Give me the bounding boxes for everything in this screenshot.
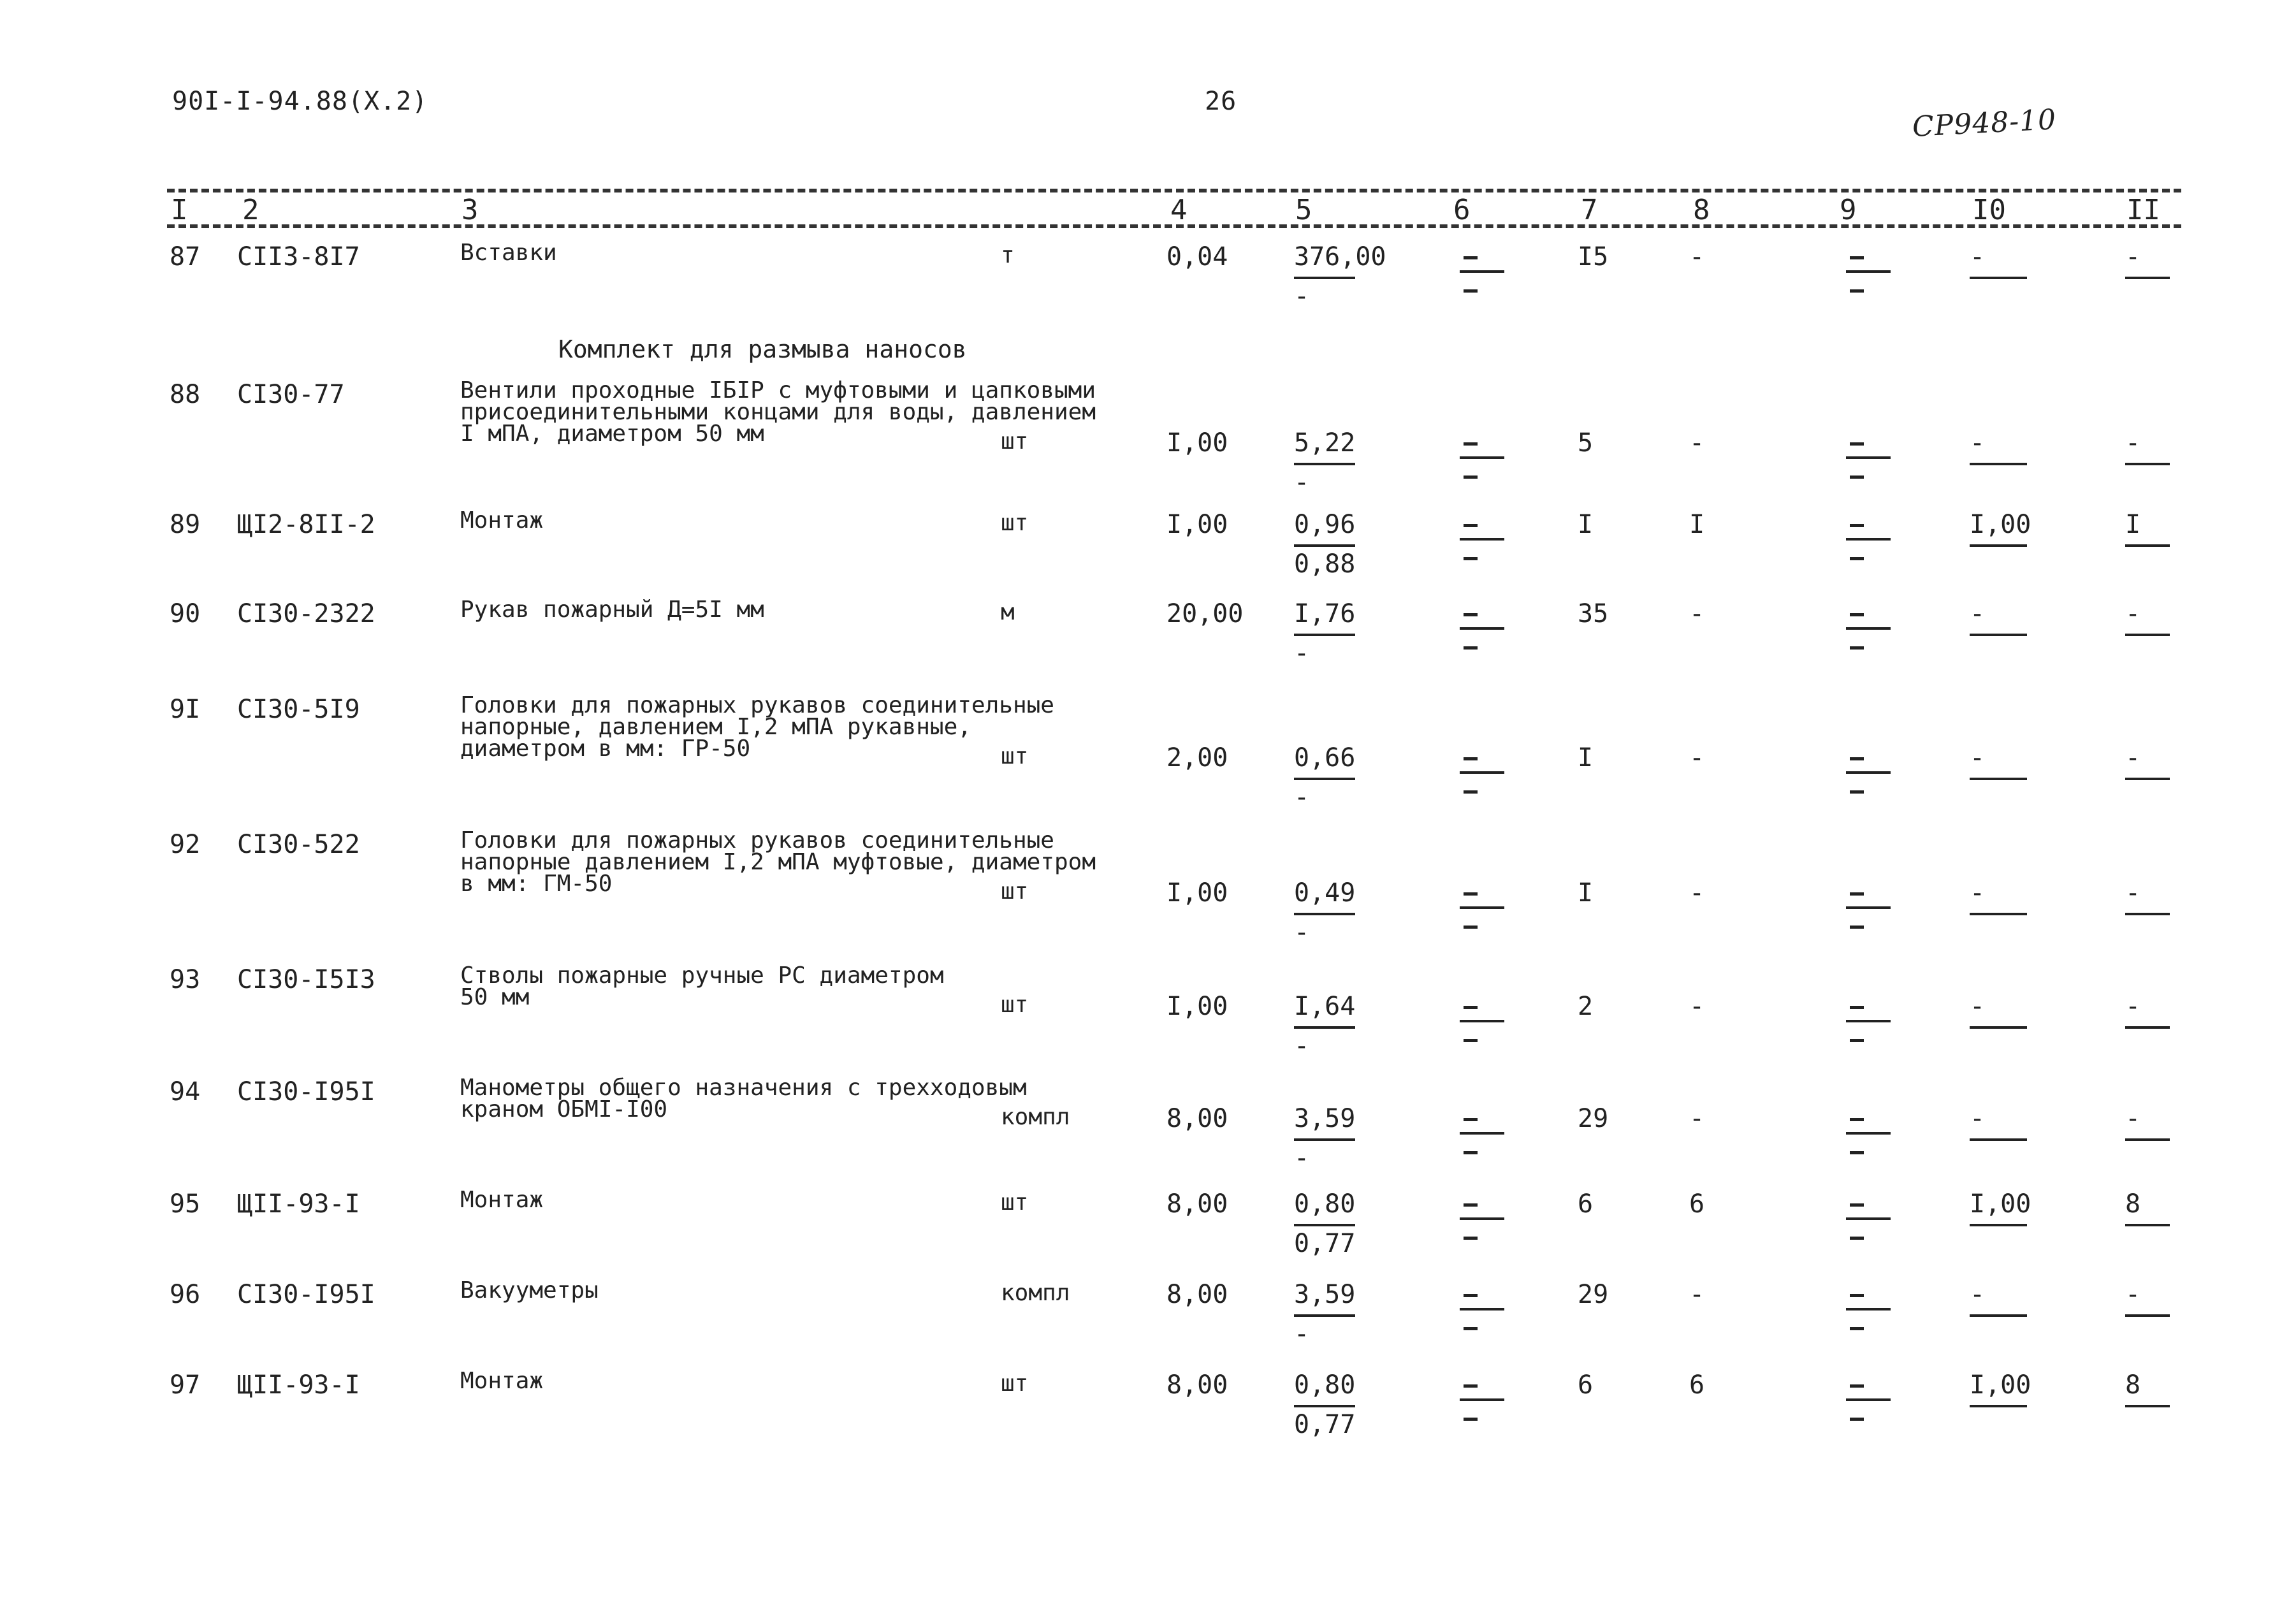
column-7-value: I5 bbox=[1578, 242, 1609, 272]
table-row bbox=[0, 377, 2296, 514]
price-code: ЩII-93-I bbox=[237, 1370, 360, 1400]
column-7-value: 2 bbox=[1578, 992, 1594, 1021]
column-7-value: 29 bbox=[1578, 1280, 1609, 1309]
item-description: Рукав пожарный Д=5I мм bbox=[460, 597, 764, 623]
column-6-empty bbox=[1460, 1370, 1504, 1434]
column-11-value: - bbox=[2125, 599, 2141, 628]
unit: шт bbox=[1001, 992, 1029, 1018]
column-6-empty bbox=[1460, 878, 1504, 942]
fraction-bar bbox=[2125, 1314, 2170, 1317]
item-description: Стволы пожарные ручные РС диаметром 50 мм bbox=[460, 962, 944, 1010]
price-code: СI30-5I9 bbox=[237, 695, 360, 724]
unit-price-labor: - bbox=[1294, 639, 1310, 668]
row-number: 9I bbox=[170, 695, 201, 724]
unit-price-labor: 0,77 bbox=[1294, 1410, 1356, 1439]
unit: шт bbox=[1001, 1189, 1029, 1216]
unit-price-labor: - bbox=[1294, 282, 1310, 311]
unit-price: 3,59 bbox=[1294, 1280, 1356, 1309]
column-number-8: 8 bbox=[1693, 194, 1710, 226]
item-description: Монтаж bbox=[460, 1368, 544, 1394]
column-10-value: - bbox=[1970, 743, 1986, 773]
column-10-value: - bbox=[1970, 1280, 1986, 1309]
column-10-fraction bbox=[1970, 1280, 2027, 1317]
fraction-bar bbox=[1970, 1405, 2027, 1407]
column-number-1: I bbox=[171, 194, 188, 226]
section-title: Комплект для размыва наносов bbox=[558, 335, 967, 363]
unit-price-fraction bbox=[1294, 242, 1386, 311]
unit-price-labor: - bbox=[1294, 783, 1310, 812]
column-6-empty bbox=[1460, 510, 1504, 574]
fraction-bar bbox=[1294, 1026, 1355, 1029]
column-number-2: 2 bbox=[242, 194, 259, 226]
column-6-empty bbox=[1460, 992, 1504, 1056]
unit: шт bbox=[1001, 743, 1029, 769]
column-10-fraction bbox=[1970, 242, 2027, 279]
unit-price: 0,49 bbox=[1294, 878, 1356, 908]
column-11-value: - bbox=[2125, 1104, 2141, 1133]
fraction-bar bbox=[2125, 1224, 2170, 1226]
quantity: I,00 bbox=[1166, 510, 1228, 539]
row-number: 97 bbox=[170, 1370, 201, 1400]
column-9-empty bbox=[1846, 878, 1891, 942]
row-number: 95 bbox=[170, 1189, 201, 1219]
unit: шт bbox=[1001, 1370, 1029, 1397]
unit-price: 376,00 bbox=[1294, 242, 1386, 272]
unit-price: 0,96 bbox=[1294, 510, 1356, 539]
column-10-value: - bbox=[1970, 599, 1986, 628]
unit-price-fraction bbox=[1294, 428, 1355, 497]
column-number-9: 9 bbox=[1840, 194, 1857, 226]
unit-price-labor: - bbox=[1294, 468, 1310, 497]
fraction-bar bbox=[1970, 277, 2027, 279]
column-7-value: 29 bbox=[1578, 1104, 1609, 1133]
column-9-empty bbox=[1846, 1370, 1891, 1434]
column-8-value: 6 bbox=[1689, 1189, 1705, 1219]
unit-price-labor: - bbox=[1294, 1031, 1310, 1061]
unit: компл bbox=[1001, 1280, 1070, 1306]
column-10-value: - bbox=[1970, 1104, 1986, 1133]
column-11-value: - bbox=[2125, 242, 2141, 272]
column-6-empty bbox=[1460, 1280, 1504, 1344]
column-10-fraction bbox=[1970, 743, 2027, 780]
unit-price-fraction bbox=[1294, 1104, 1355, 1173]
fraction-bar bbox=[1970, 1138, 2027, 1141]
row-number: 92 bbox=[170, 830, 201, 859]
fraction-bar bbox=[1970, 1224, 2027, 1226]
column-11-fraction bbox=[2125, 1280, 2170, 1317]
column-6-empty bbox=[1460, 1189, 1504, 1253]
table-row bbox=[0, 242, 2296, 376]
quantity: I,00 bbox=[1166, 992, 1228, 1021]
price-code: СI30-I95I bbox=[237, 1280, 375, 1309]
unit: шт bbox=[1001, 428, 1029, 454]
column-10-value: I,00 bbox=[1970, 1370, 2031, 1400]
table-row bbox=[0, 692, 2296, 829]
column-11-value: - bbox=[2125, 1280, 2141, 1309]
unit-price-fraction bbox=[1294, 1189, 1355, 1258]
column-10-value: I,00 bbox=[1970, 1189, 2031, 1219]
column-10-value: - bbox=[1970, 428, 1986, 458]
column-11-fraction bbox=[2125, 1104, 2170, 1141]
column-6-empty bbox=[1460, 1104, 1504, 1168]
column-9-empty bbox=[1846, 1104, 1891, 1168]
fraction-bar bbox=[2125, 1026, 2170, 1029]
column-7-value: 6 bbox=[1578, 1189, 1594, 1219]
fraction-bar bbox=[1970, 544, 2027, 547]
column-11-fraction bbox=[2125, 1370, 2170, 1407]
unit: шт bbox=[1001, 878, 1029, 904]
column-8-value: - bbox=[1689, 242, 1705, 272]
fraction-bar bbox=[1294, 913, 1355, 915]
quantity: 8,00 bbox=[1166, 1189, 1228, 1219]
column-9-empty bbox=[1846, 510, 1891, 574]
column-10-value: - bbox=[1970, 242, 1986, 272]
handwritten-stamp: СР948-10 bbox=[1911, 103, 2058, 143]
price-code: СI30-I95I bbox=[237, 1077, 375, 1107]
column-11-value: - bbox=[2125, 992, 2141, 1021]
unit-price-labor: - bbox=[1294, 1319, 1310, 1349]
column-11-fraction bbox=[2125, 599, 2170, 636]
column-11-fraction bbox=[2125, 428, 2170, 465]
column-8-value: - bbox=[1689, 599, 1705, 628]
item-description: Головки для пожарных рукавов соединительные напорные, давлением I,2 мПА рукавные, диаметром в мм: ГР-50 bbox=[460, 692, 1054, 762]
column-6-empty bbox=[1460, 743, 1504, 807]
column-6-empty bbox=[1460, 242, 1504, 306]
unit: шт bbox=[1001, 510, 1029, 536]
column-7-value: 6 bbox=[1578, 1370, 1594, 1400]
column-9-empty bbox=[1846, 1189, 1891, 1253]
fraction-bar bbox=[1294, 1314, 1355, 1317]
column-number-7: 7 bbox=[1581, 194, 1598, 226]
quantity: 0,04 bbox=[1166, 242, 1228, 272]
quantity: 8,00 bbox=[1166, 1370, 1228, 1400]
unit-price: I,76 bbox=[1294, 599, 1356, 628]
item-description: Монтаж bbox=[460, 1187, 544, 1213]
fraction-bar bbox=[1970, 1026, 2027, 1029]
document-code: 90I-I-94.88(X.2) bbox=[172, 87, 428, 116]
fraction-bar bbox=[2125, 778, 2170, 780]
fraction-bar bbox=[1294, 277, 1355, 279]
unit: компл bbox=[1001, 1104, 1070, 1130]
column-11-value: - bbox=[2125, 878, 2141, 908]
row-number: 94 bbox=[170, 1077, 201, 1107]
fraction-bar bbox=[1294, 544, 1355, 547]
column-7-value: I bbox=[1578, 743, 1594, 773]
price-code: СI30-522 bbox=[237, 830, 360, 859]
fraction-bar bbox=[2125, 1405, 2170, 1407]
unit: м bbox=[1001, 599, 1015, 625]
unit-price-fraction bbox=[1294, 992, 1355, 1061]
column-8-value: - bbox=[1689, 1280, 1705, 1309]
column-11-fraction bbox=[2125, 878, 2170, 915]
quantity: 2,00 bbox=[1166, 743, 1228, 773]
table-row bbox=[0, 827, 2296, 964]
unit-price: 5,22 bbox=[1294, 428, 1356, 458]
fraction-bar bbox=[1970, 463, 2027, 465]
row-number: 89 bbox=[170, 510, 201, 539]
row-number: 96 bbox=[170, 1280, 201, 1309]
quantity: 20,00 bbox=[1166, 599, 1244, 628]
price-code: СI30-77 bbox=[237, 380, 345, 409]
column-number-3: 3 bbox=[461, 194, 479, 226]
unit-price-labor: 0,77 bbox=[1294, 1229, 1356, 1258]
fraction-bar bbox=[1294, 1224, 1355, 1226]
quantity: 8,00 bbox=[1166, 1104, 1228, 1133]
price-code: СI30-I5I3 bbox=[237, 965, 375, 994]
table-row bbox=[0, 1370, 2296, 1504]
column-10-fraction bbox=[1970, 510, 2031, 547]
column-6-empty bbox=[1460, 428, 1504, 492]
column-11-fraction bbox=[2125, 510, 2170, 547]
column-8-value: - bbox=[1689, 992, 1705, 1021]
column-11-fraction bbox=[2125, 992, 2170, 1029]
item-description: Вентили проходные IБIР с муфтовыми и цапковыми присоединительными концами для воды, давлением I мПА, диаметром 50 мм bbox=[460, 377, 1096, 447]
fraction-bar bbox=[1970, 778, 2027, 780]
column-6-empty bbox=[1460, 599, 1504, 663]
unit-price-fraction bbox=[1294, 1370, 1355, 1439]
column-9-empty bbox=[1846, 242, 1891, 306]
unit-price-fraction bbox=[1294, 878, 1355, 947]
quantity: 8,00 bbox=[1166, 1280, 1228, 1309]
unit-price-fraction bbox=[1294, 510, 1355, 579]
price-code: СII3-8I7 bbox=[237, 242, 360, 272]
price-code: ЩII-93-I bbox=[237, 1189, 360, 1219]
column-10-value: I,00 bbox=[1970, 510, 2031, 539]
row-number: 93 bbox=[170, 965, 201, 994]
column-11-fraction bbox=[2125, 242, 2170, 279]
fraction-bar bbox=[2125, 544, 2170, 547]
column-9-empty bbox=[1846, 743, 1891, 807]
column-11-value: - bbox=[2125, 428, 2141, 458]
column-10-value: - bbox=[1970, 992, 1986, 1021]
item-description: Головки для пожарных рукавов соединительные напорные давлением I,2 мПА муфтовые, диаметром в мм: ГМ-50 bbox=[460, 827, 1096, 897]
column-11-value: 8 bbox=[2125, 1370, 2141, 1400]
row-number: 88 bbox=[170, 380, 201, 409]
column-11-value: - bbox=[2125, 743, 2141, 773]
fraction-bar bbox=[1970, 913, 2027, 915]
column-9-empty bbox=[1846, 1280, 1891, 1344]
unit-price-labor: 0,88 bbox=[1294, 549, 1356, 579]
column-number-11: II bbox=[2126, 194, 2160, 226]
column-8-value: - bbox=[1689, 1104, 1705, 1133]
unit-price-fraction bbox=[1294, 743, 1355, 812]
row-number: 90 bbox=[170, 599, 201, 628]
item-description: Монтаж bbox=[460, 507, 544, 534]
header-rule-top bbox=[167, 189, 2181, 192]
column-10-fraction bbox=[1970, 992, 2027, 1029]
item-description: Вставки bbox=[460, 240, 557, 266]
column-10-fraction bbox=[1970, 1189, 2031, 1226]
quantity: I,00 bbox=[1166, 878, 1228, 908]
column-10-value: - bbox=[1970, 878, 1986, 908]
fraction-bar bbox=[2125, 634, 2170, 636]
column-11-value: I bbox=[2125, 510, 2141, 539]
column-7-value: I bbox=[1578, 878, 1594, 908]
column-10-fraction bbox=[1970, 878, 2027, 915]
column-8-value: I bbox=[1689, 510, 1705, 539]
unit-price-fraction bbox=[1294, 599, 1355, 668]
column-11-fraction bbox=[2125, 743, 2170, 780]
unit-price-labor: - bbox=[1294, 1143, 1310, 1173]
fraction-bar bbox=[2125, 463, 2170, 465]
column-9-empty bbox=[1846, 428, 1891, 492]
item-description: Вакууметры bbox=[460, 1277, 599, 1303]
column-8-value: - bbox=[1689, 428, 1705, 458]
column-number-10: I0 bbox=[1972, 194, 2006, 226]
column-9-empty bbox=[1846, 992, 1891, 1056]
column-10-fraction bbox=[1970, 1104, 2027, 1141]
column-11-value: 8 bbox=[2125, 1189, 2141, 1219]
fraction-bar bbox=[1294, 463, 1355, 465]
quantity: I,00 bbox=[1166, 428, 1228, 458]
column-10-fraction bbox=[1970, 1370, 2031, 1407]
unit-price: I,64 bbox=[1294, 992, 1356, 1021]
column-7-value: 5 bbox=[1578, 428, 1594, 458]
price-code: ЩI2-8II-2 bbox=[237, 510, 375, 539]
unit-price: 0,80 bbox=[1294, 1370, 1356, 1400]
fraction-bar bbox=[1294, 1405, 1355, 1407]
column-7-value: I bbox=[1578, 510, 1594, 539]
fraction-bar bbox=[1970, 634, 2027, 636]
fraction-bar bbox=[2125, 277, 2170, 279]
column-10-fraction bbox=[1970, 428, 2027, 465]
page-number: 26 bbox=[1205, 87, 1237, 116]
row-number: 87 bbox=[170, 242, 201, 272]
column-8-value: - bbox=[1689, 878, 1705, 908]
column-8-value: 6 bbox=[1689, 1370, 1705, 1400]
column-9-empty bbox=[1846, 599, 1891, 663]
fraction-bar bbox=[1970, 1314, 2027, 1317]
unit-price-labor: - bbox=[1294, 918, 1310, 947]
column-number-6: 6 bbox=[1453, 194, 1471, 226]
fraction-bar bbox=[2125, 1138, 2170, 1141]
unit: т bbox=[1001, 242, 1015, 268]
fraction-bar bbox=[1294, 634, 1355, 636]
column-number-4: 4 bbox=[1170, 194, 1188, 226]
fraction-bar bbox=[1294, 1138, 1355, 1141]
unit-price: 0,66 bbox=[1294, 743, 1356, 773]
column-11-fraction bbox=[2125, 1189, 2170, 1226]
column-7-value: 35 bbox=[1578, 599, 1609, 628]
fraction-bar bbox=[2125, 913, 2170, 915]
price-code: СI30-2322 bbox=[237, 599, 375, 628]
item-description: Манометры общего назначения с трехходовым краном ОБМI-I00 bbox=[460, 1075, 1027, 1122]
unit-price: 0,80 bbox=[1294, 1189, 1356, 1219]
unit-price-fraction bbox=[1294, 1280, 1355, 1349]
fraction-bar bbox=[1294, 778, 1355, 780]
column-10-fraction bbox=[1970, 599, 2027, 636]
unit-price: 3,59 bbox=[1294, 1104, 1356, 1133]
column-8-value: - bbox=[1689, 743, 1705, 773]
column-number-5: 5 bbox=[1295, 194, 1312, 226]
